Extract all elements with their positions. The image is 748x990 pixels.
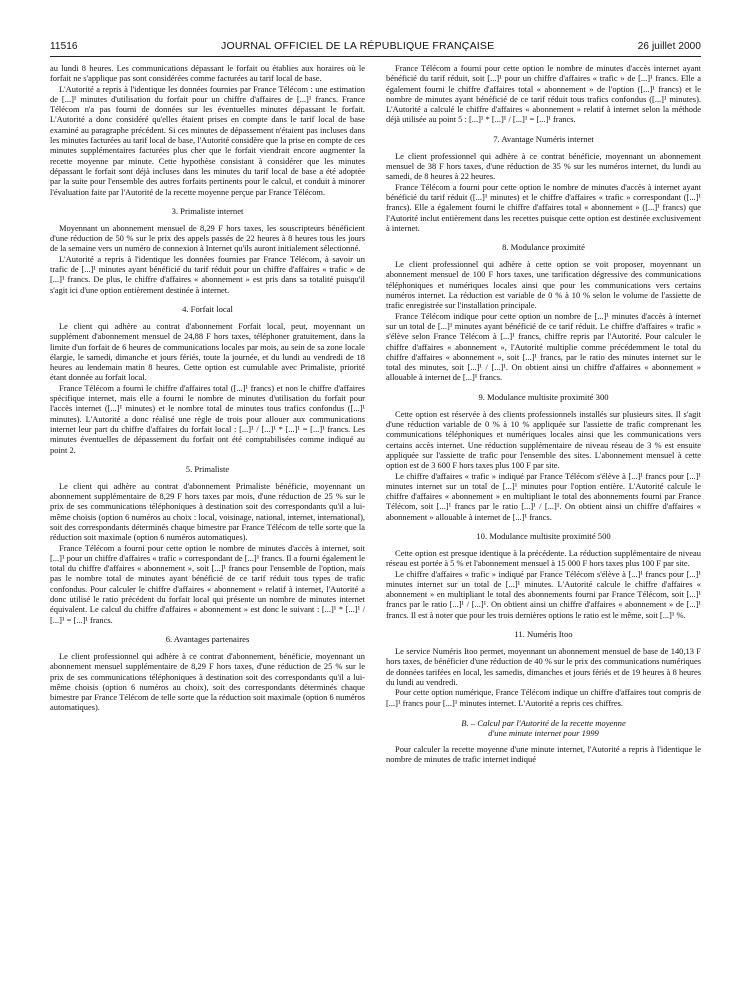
paragraph: Pour calculer la recette moyenne d'une minute internet, l'Autorité a repris à l'identique le nombre de minutes de trafic internet indiqué bbox=[386, 743, 701, 765]
running-header bbox=[50, 40, 701, 57]
text-columns bbox=[50, 63, 701, 764]
section-heading: 3. Primaliste internet bbox=[171, 205, 244, 216]
paragraph: Le client qui adhère au contrat d'abonnement Forfait local, peut, moyennant un supplément d'abonnement mensuel de 24,88 F hors taxes, téléphoner gratuitement, dans la limite d'un forfait de 6 heures de communications locales par mois, au sein de sa zone locale élargie, le samedi, dimanche et jours fériés, toute la journée, et du lundi au vendredi de 18 heures au lendemain matin 8 heures. Cette option est cumulable avec Primaliste, priorité étant donnée au forfait local. bbox=[50, 320, 365, 383]
paragraph: L'Autorité a repris à l'identique les données fournies par France Télécom, à savoir un trafic de [...]¹ minutes ayant bénéficié du tarif réduit pour un chiffre d'affaires « trafic » de [...]¹ francs. De plus, le chiffre d'affaires « abonnement » est pris dans sa totalité puisqu'il s'agit ici d'une option entièrement destinée à internet. bbox=[50, 253, 365, 295]
paragraph: au lundi 8 heures. Les communications dépassant le forfait ou établies aux horaires où le forfait ne s'applique pas sont considérées comme facturées au tarif local de base. bbox=[50, 63, 365, 84]
paragraph: Le chiffre d'affaires « trafic » indiqué par France Télécom s'élève à [...]¹ francs pour [...]¹ minutes internet sur un total de [...]¹ minutes. L'Autorité calcule le chiffre d'affaires « abonnement » en multipliant le total des abonnements fourni par France Télécom, soit [...]¹ francs par le ratio [...]¹ / [...]¹. On obtient ainsi un chiffre d'affaires « abonnement » de [...]¹ francs. Il est à noter que pour les trois dernières options le ratio est le même, soit [...]¹ %. bbox=[386, 568, 701, 620]
journal-title: JOURNAL OFFICIEL DE LA RÉPUBLIQUE FRANÇAISE bbox=[221, 40, 495, 52]
paragraph: L'Autorité a repris à l'identique les données fournies par France Télécom : une estimation de [...]¹ minutes d'utilisation du forfait pour un chiffre d'affaires de [...]¹ francs. France Télécom n'a pas fourni de données sur les éventuelles minutes dépassant le forfait. L'Autorité a donc considéré qu'elles étaient prises en compte dans le tarif local de base examiné au paragraphe précédent. Si ces minutes de dépassement n'étaient pas incluses dans les minutes facturées au tarif local de base, l'Autorité considère que la prise en compte de ces minutes supplémentaires facturées plus cher que le forfait viendrait encore augmenter la recette moyenne par minute. Cette hypothèse consistant à considérer que les minutes dépassant le forfait sont déjà incluses dans les minutes du tarif local de base a été adoptée par la suite pour l'ensemble des autres forfaits pertinents pour le calcul, et conduit à minorer l'évaluation faite par l'Autorité de la recette moyenne perçue par France Télécom. bbox=[50, 83, 365, 197]
paragraph: Le client qui adhère au contrat d'abonnement Primaliste bénéficie, moyennant un abonnement supplémentaire de 8,29 F hors taxes par mois, d'une réduction de 25 % sur le prix de ses communications téléphoniques à destination soit des correspondants qu'il a lui-même choisis (option 6 numéros au choix : local, voisinage, national, internet, international), soit des correspondants déterminés chaque bimestre par France Télécom de telle sorte que la réduction soit maximale (option 6 numéros automatiques). bbox=[50, 480, 365, 543]
section-heading: 5. Primaliste bbox=[185, 463, 230, 474]
section-heading: 10. Modulance multisite proximité 500 bbox=[476, 530, 611, 541]
subsection-heading bbox=[386, 718, 701, 738]
paragraph: Le client professionnel qui adhère à cette option se voit proposer, moyennant un abonnement mensuel de 100 F hors taxes, une tarification dégressive des communications téléphoniques et numériques locales ainsi que pour les communications vers certains numéros internet. La réduction est variable de 0 % à 10 % selon le volume de l'assiette de trafic enregistrée sur l'installation principale. bbox=[386, 259, 701, 311]
paragraph: Cette option est presque identique à la précédente. La réduction supplémentaire de niveau réseau est portée à 5 % et l'abonnement mensuel à 15 000 F hors taxes plus 100 F par site. bbox=[386, 547, 701, 569]
section-heading: 9. Modulance multisite proximité 300 bbox=[478, 391, 609, 402]
paragraph: Le chiffre d'affaires « trafic » indiqué par France Télécom s'élève à [...]¹ francs pour [...]¹ minutes internet sur un total de [...]¹ minutes pour l'option entière. L'Autorité calcule le chiffre d'affaires « abonnement » en multipliant le total des abonnements fourni par France Télécom, soit [...]¹ francs par le ratio [...]¹ / [...]¹. On obtient ainsi un chiffre d'affaires « abonnement » allouable à internet de [...]¹ francs. bbox=[386, 470, 701, 522]
paragraph: Le client professionnel qui adhère à ce contrat bénéficie, moyennant un abonnement mensuel de 38 F hors taxes, d'une réduction de 35 % sur les numéros internet, du lundi au samedi, de 8 heures à 22 heures. bbox=[386, 150, 701, 182]
page-number: 11516 bbox=[50, 41, 78, 52]
paragraph: France Télécom indique pour cette option un nombre de [...]¹ minutes d'accès à internet sur un total de [...]¹ minutes ayant bénéficié de ce tarif réduit. Le chiffre d'affaires « trafic » s'élève selon France Télécom à [...]¹ francs, chiffre repris par l'Autorité. Pour calculer le chiffre d'affaires « abonnement », l'Autorité multiplie comme précédemment le total du chiffre d'affaires « abonnement », soit [...]¹ francs, par le ratio des minutes internet sur le total des minutes, soit [...]¹ / [...]¹. On obtient ainsi un chiffre d'affaires « abonnement » allouable à internet de [...]¹ francs. bbox=[386, 310, 701, 383]
paragraph: Le service Numéris Itoo permet, moyennant un abonnement mensuel de base de 140,13 F hors taxes, de bénéficier d'une réduction de 40 % sur le prix des communications numériques de données tarifées en local, les samedis, dimanches et jours fériés et de 19 heures à 8 heures du lundi au vendredi. bbox=[386, 646, 701, 687]
paragraph: France Télécom a fourni pour cette option le nombre de minutes d'accès internet ayant bénéficié du tarif réduit, soit [...]¹ pour un chiffre d'affaires « trafic » de [...]¹ francs. Elle a également fourni le chiffre d'affaires total « abonnement » de l'option ([...]¹ francs) et le nombre de minutes ayant bénéficié de ce tarif réduit tous trafics confondus ([...]¹ minutes). L'Autorité a calculé le chiffre d'affaires « abonnement » relatif à internet selon la méthode déjà utilisée au point 5 : [...]¹ * [...]¹ / [...]¹ = [...]¹ francs. bbox=[386, 63, 701, 125]
paragraph: Le client professionnel qui adhère à ce contrat d'abonnement, bénéficie, moyennant un abonnement mensuel supplémentaire de 8,29 F hors taxes, d'une réduction de 25 % sur le prix de ses communications téléphoniques à destination soit des correspondants qu'il a lui-même choisis (option 6 numéros au choix), soit des correspondants déterminés chaque bimestre par France Télécom de telle sorte que la réduction soit maximale (option 6 numéros automatiques). bbox=[50, 650, 365, 713]
paragraph: Cette option est réservée à des clients professionnels installés sur plusieurs sites. Il s'agit d'une réduction variable de 0 % à 10 % appliquée sur l'assiette de trafic comprenant les communications téléphoniques et numériques locales ainsi que les communications vers certains accès internet. Une réduction supplémentaire de niveau réseau de 3 % est ensuite appliquée sur l'assiette de trafic pour l'ensemble des sites. L'abonnement mensuel à cette option est de 3 600 F hors taxes plus 100 F par site. bbox=[386, 408, 701, 471]
left-column bbox=[50, 63, 365, 764]
subsection-heading-line: B. – Calcul par l'Autorité de la recette moyenne bbox=[461, 717, 626, 728]
section-heading: 11. Numéris Itoo bbox=[514, 629, 573, 640]
paragraph: Pour cette option numérique, France Télécom indique un chiffre d'affaires tout compris de [...]¹ francs pour [...]¹ minutes internet. L'Autorité a repris ces chiffres. bbox=[386, 687, 701, 708]
right-column bbox=[386, 63, 701, 764]
section-heading: 6. Avantages partenaires bbox=[165, 633, 250, 644]
paragraph: France Télécom a fourni pour cette option le nombre de minutes d'accès à internet ayant bénéficié du tarif réduit ([...]¹ minutes) et le chiffre d'affaires « trafic » correspondant ([...]¹ francs). Elle a également fourni le chiffre d'affaires total « abonnement » ([...]¹ francs) que l'Autorité inclut entièrement dans les recettes puisque cette option est destinée exclusivement à internet. bbox=[386, 181, 701, 233]
paragraph: France Télécom a fourni pour cette option le nombre de minutes d'accès à internet, soit [...]¹ pour un chiffre d'affaires « trafic » correspondant de [...]¹ francs. Il a fourni également le total du chiffre d'affaires « abonnement », soit [...]¹ francs pour l'ensemble de l'option, mais pas le nombre total de minutes ayant bénéficié de ce tarif réduit tous types de trafic confondus. Pour calculer le chiffre d'affaires « abonnement » relatif à internet, l'Autorité a donc utilisé le ratio précédent du forfait local qui présente un nombre de minutes internet équivalent. Le calcul du chiffre d'affaires « abonnement » est donc le suivant : [...]¹ * [...]¹ / [...]¹ = [...]¹ francs. bbox=[50, 542, 365, 625]
issue-date: 26 juillet 2000 bbox=[637, 41, 701, 52]
section-heading: 8. Modulance proximité bbox=[502, 242, 585, 253]
subsection-heading-line: d'une minute internet pour 1999 bbox=[488, 727, 599, 738]
paragraph: Moyennant un abonnement mensuel de 8,29 F hors taxes, les souscripteurs bénéficient d'une réduction de 50 % sur le prix des appels passés de 22 heures à 8 heures tous les jours de la semaine vers un numéro de connexion à Internet qu'ils auront initialement sélectionné. bbox=[50, 222, 365, 254]
section-heading: 4. Forfait local bbox=[182, 303, 233, 314]
paragraph: France Télécom a fourni le chiffre d'affaires total ([...]¹ francs) et non le chiffre d'affaires spécifique internet, mais elle a fourni le nombre de minutes d'utilisation du forfait pour l'accès internet ([...]¹ minutes) et le nombre total de minutes tous trafics confondus ([...]¹ minutes). L'Autorité a donc réalisé une règle de trois pour allouer aux communications internet leur part du chiffre d'affaires du forfait local : [...]¹ / [...]¹ * [...]¹ = [...]¹ francs. Les minutes éventuelles de dépassement du forfait ont été comptabilisées comme indiqué au point 2. bbox=[50, 382, 365, 455]
section-heading: 7. Avantage Numéris internet bbox=[493, 133, 594, 144]
